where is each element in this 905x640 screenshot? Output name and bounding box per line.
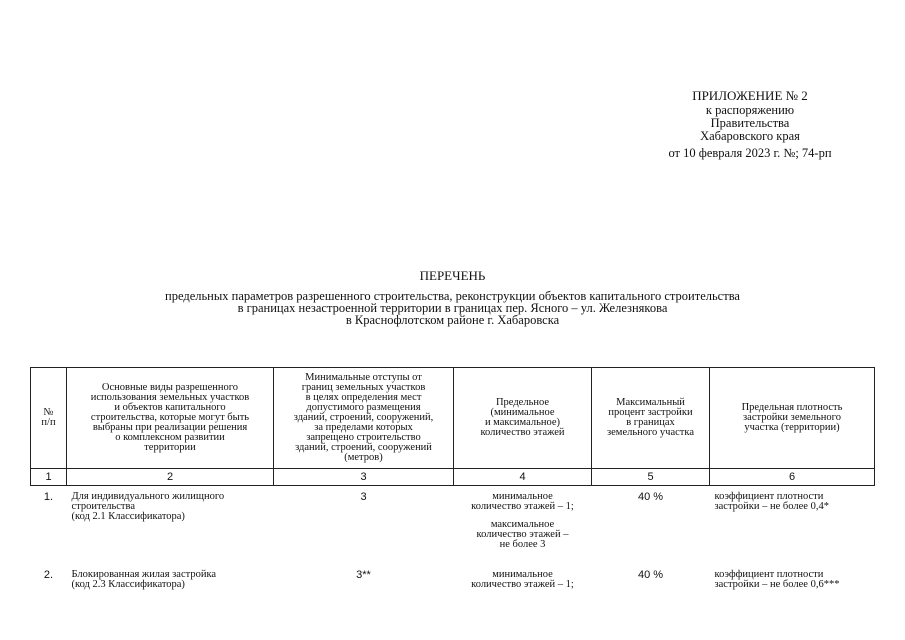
text-line: территории xyxy=(144,442,196,453)
text-line: в целях определения мест xyxy=(305,392,422,403)
text-line: зданий, строений, сооружений, xyxy=(293,412,434,423)
column-header xyxy=(454,368,592,469)
text-line: застройки – не более 0,6*** xyxy=(714,579,840,590)
document-title: ПЕРЕЧЕНЬ xyxy=(419,268,486,283)
land-use-cell xyxy=(67,486,274,551)
table-header-row xyxy=(31,368,875,469)
column-number: 3 xyxy=(274,469,454,486)
text-line: количество этажей – 1; xyxy=(471,501,574,512)
document-subtitle-line: предельных параметров разрешенного строительства, реконструкции объектов капитального строительства xyxy=(165,289,740,303)
column-number: 4 xyxy=(454,469,592,486)
column-header xyxy=(31,368,67,469)
text-line: застройки земельного xyxy=(743,412,841,423)
text-line: Минимальные отступы от xyxy=(305,372,422,383)
percent-cell: 40 % xyxy=(637,569,664,581)
text-line: (код 2.3 Классификатора) xyxy=(71,579,185,590)
text-line: зданий, строений, сооружений xyxy=(295,442,432,453)
text-line: (код 2.1 Классификатора) xyxy=(71,511,185,522)
text-line: максимальное xyxy=(490,519,555,530)
text-line: Предельная плотность xyxy=(741,402,843,413)
text-line: Блокированная жилая застройка xyxy=(71,569,217,580)
text-line: Для индивидуального жилищного xyxy=(71,491,225,502)
floors-min xyxy=(454,570,592,590)
table-row xyxy=(31,486,875,551)
appendix-line: Хабаровского края xyxy=(700,129,800,143)
density-cell xyxy=(710,570,875,590)
text-line: строительства, которые могут быть xyxy=(90,412,250,423)
table-row xyxy=(31,570,875,590)
land-use-cell xyxy=(67,570,274,590)
appendix-block xyxy=(600,89,900,160)
column-header xyxy=(710,368,875,469)
text-line: Максимальный xyxy=(616,397,685,408)
column-header xyxy=(592,368,710,469)
document-subtitle-line: в Краснофлотском районе г. Хабаровска xyxy=(345,313,560,327)
text-line: использования земельных участков xyxy=(90,392,250,403)
appendix-line: к распоряжению xyxy=(705,103,795,117)
text-line: не более 3 xyxy=(499,539,546,550)
text-line: количество этажей xyxy=(480,427,565,438)
text-line: участка (территории) xyxy=(744,422,840,433)
column-number: 6 xyxy=(710,469,875,486)
column-header xyxy=(67,368,274,469)
row-number: 2. xyxy=(43,569,54,581)
column-number: 2 xyxy=(67,469,274,486)
text-line: количество этажей – 1; xyxy=(471,579,574,590)
column-number: 1 xyxy=(31,469,67,486)
text-line: коэффициент плотности xyxy=(714,491,824,502)
text-line: количество этажей – xyxy=(476,529,569,540)
text-line: Основные виды разрешенного xyxy=(101,382,239,393)
floors-max xyxy=(454,520,592,550)
column-header xyxy=(274,368,454,469)
parameters-table xyxy=(30,367,875,590)
document-heading xyxy=(60,270,845,326)
text-line: застройки – не более 0,4* xyxy=(714,501,829,512)
text-line: земельного участка xyxy=(607,427,694,438)
document-subtitle-line: в границах незастроенной территории в границах пер. Ясного – ул. Железнякова xyxy=(237,301,668,315)
text-line: (минимальное xyxy=(490,407,555,418)
text-line: Предельное xyxy=(495,397,550,408)
floors-cell xyxy=(454,570,592,590)
column-number-row xyxy=(31,469,875,486)
text-line: процент застройки xyxy=(608,407,693,418)
floors-min xyxy=(454,492,592,512)
density-cell xyxy=(710,486,875,551)
text-line: п/п xyxy=(41,417,56,428)
percent-cell: 40 % xyxy=(637,491,664,503)
row-number: 1. xyxy=(43,491,54,503)
text-line: запрещено строительство xyxy=(306,432,421,443)
text-line: в границах xyxy=(626,417,675,428)
text-line: за пределами которых xyxy=(314,422,413,433)
text-line: минимальное xyxy=(492,569,553,580)
text-line: о комплексном развитии xyxy=(115,432,225,443)
text-line: и объектов капитального xyxy=(114,402,226,413)
text-line: (метров) xyxy=(344,452,383,463)
appendix-title: ПРИЛОЖЕНИЕ № 2 xyxy=(692,88,808,103)
setback-cell: 3 xyxy=(360,491,367,503)
text-line: допустимого размещения xyxy=(306,402,421,413)
column-number: 5 xyxy=(592,469,710,486)
appendix-date: от 10 февраля 2023 г. №; 74-рп xyxy=(668,146,832,160)
floors-cell xyxy=(454,486,592,551)
text-line: и максимальное) xyxy=(484,417,561,428)
text-line: минимальное xyxy=(492,491,553,502)
text-line: выбраны при реализации решения xyxy=(92,422,248,433)
text-line: № xyxy=(43,407,54,418)
text-line: коэффициент плотности xyxy=(714,569,824,580)
setback-cell: 3** xyxy=(356,569,371,581)
text-line: строительства xyxy=(71,501,136,512)
appendix-line: Правительства xyxy=(710,116,790,130)
text-line: границ земельных участков xyxy=(301,382,426,393)
